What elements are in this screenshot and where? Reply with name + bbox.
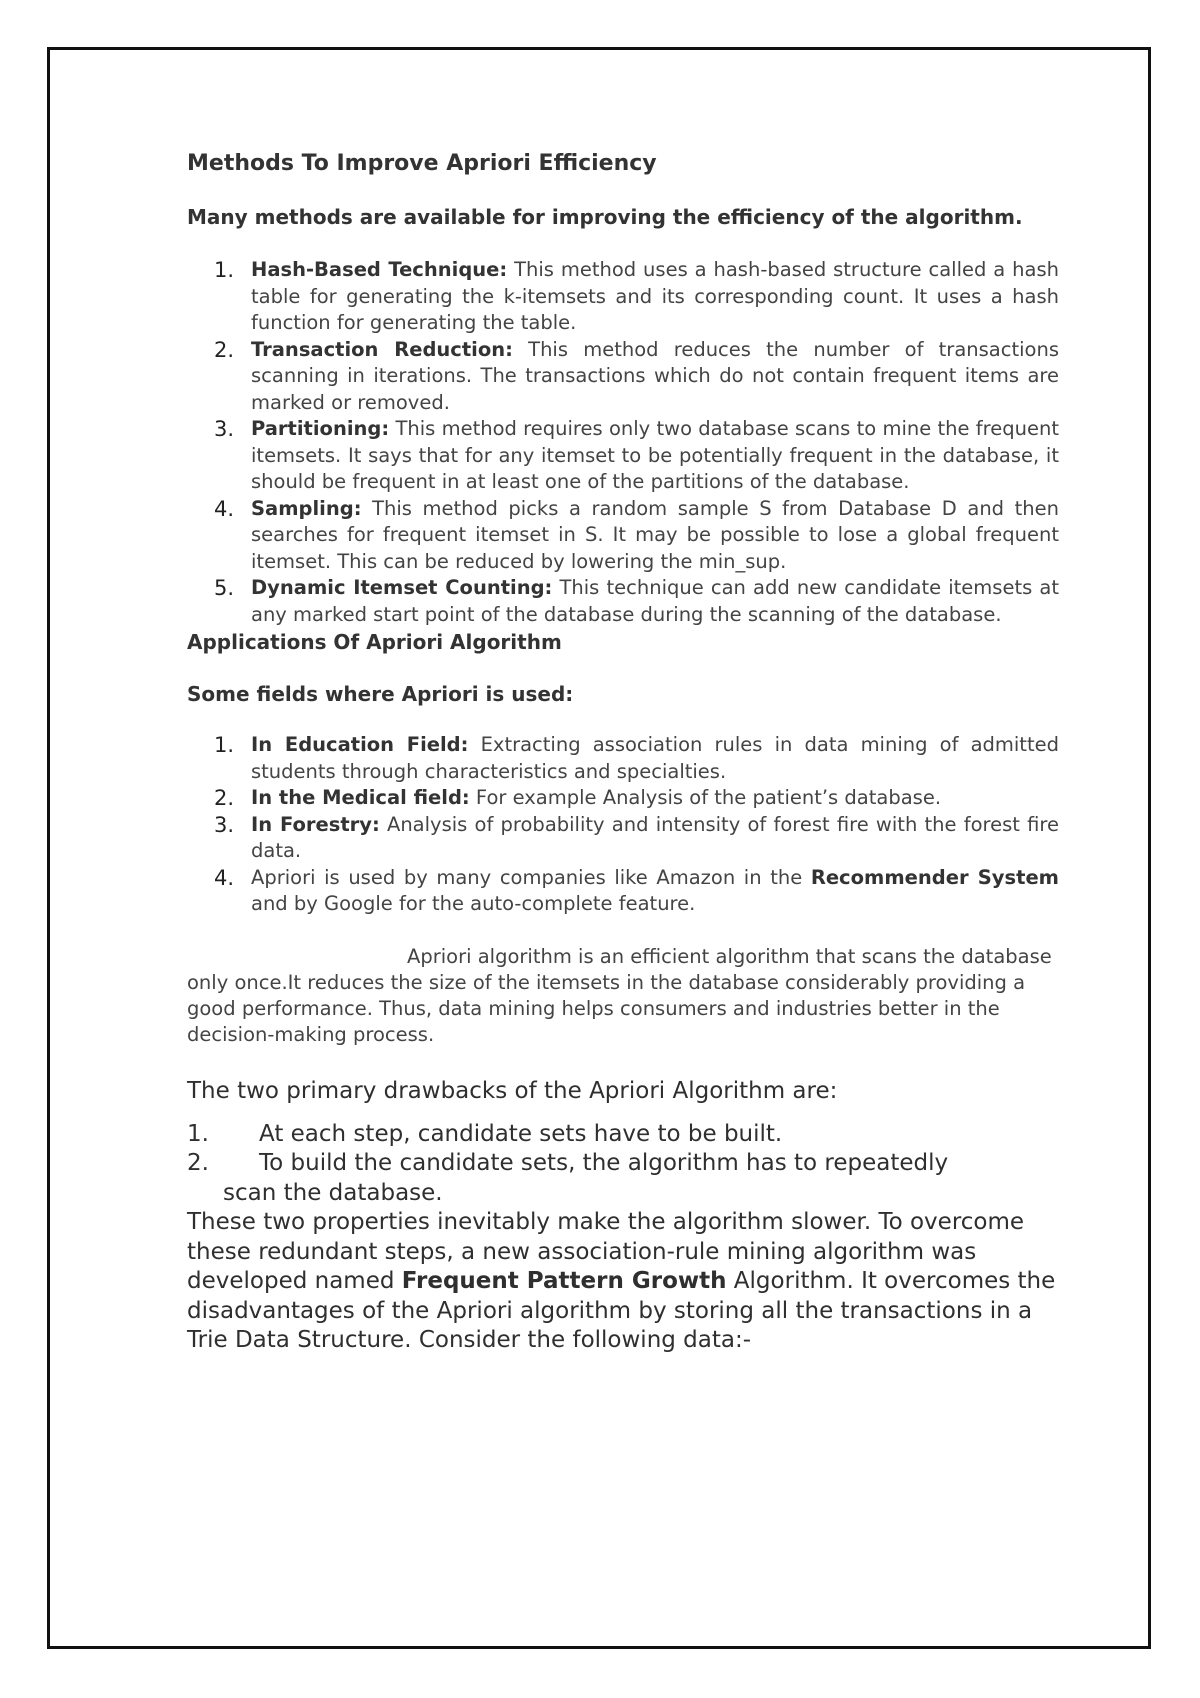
item-text: For example Analysis of the patient’s database. bbox=[469, 786, 942, 809]
list-number: 3. bbox=[214, 417, 235, 441]
summary-paragraph bbox=[187, 944, 1059, 1048]
item-term: In Forestry: bbox=[251, 812, 380, 836]
item-text: and by Google for the auto-complete feature. bbox=[251, 892, 696, 915]
applications-list bbox=[187, 732, 1059, 918]
list-item bbox=[187, 865, 1059, 918]
item-text: This method reduces the number of transactions scanning in iterations. The transactions which do not contain frequent items are marked or removed. bbox=[251, 337, 1059, 414]
list-number: 1. bbox=[214, 258, 235, 282]
list-number: 3. bbox=[214, 812, 235, 837]
list-item bbox=[187, 257, 1059, 337]
list-number: 1. bbox=[214, 733, 235, 757]
intro-text: Many methods are available for improving the efficiency of the algorithm. bbox=[187, 205, 1023, 229]
item-term: Hash-Based Technique: bbox=[251, 258, 508, 281]
item-text: This method picks a random sample S from Database D and then searches for frequent itemset in S. It may be possible to lose a global frequent itemset. This can be reduced by lowering the min_sup. bbox=[251, 496, 1059, 573]
item-text-continued: scan the database. bbox=[223, 1179, 443, 1206]
list-number: 1. bbox=[187, 1120, 209, 1147]
methods-list bbox=[187, 257, 1059, 628]
drawbacks-list bbox=[187, 1120, 1059, 1209]
item-term: Dynamic Itemset Counting: bbox=[251, 576, 553, 599]
list-item bbox=[187, 1120, 1059, 1150]
final-bold-term: Frequent Pattern Growth bbox=[401, 1268, 727, 1294]
drawbacks-title: The two primary drawbacks of the Apriori Algorithm are: bbox=[187, 1077, 838, 1104]
item-text: This technique can add new candidate itemsets at any marked start point of the database during the scanning of the database. bbox=[251, 576, 1059, 626]
item-text: Extracting association rules in data mining of admitted students through characteristics and specialties. bbox=[251, 733, 1059, 783]
list-number: 2. bbox=[187, 1150, 209, 1176]
list-item bbox=[187, 337, 1059, 417]
item-text: This method uses a hash-based structure called a hash table for generating the k-itemsets and its corresponding count. It uses a hash function for generating the table. bbox=[251, 258, 1059, 334]
list-number: 2. bbox=[214, 337, 235, 362]
list-number: 5. bbox=[214, 576, 235, 600]
section-title: Methods To Improve Apriori Efficiency bbox=[187, 151, 657, 176]
item-text: To build the candidate sets, the algorithm has to repeatedly bbox=[259, 1150, 949, 1176]
list-item bbox=[187, 732, 1059, 785]
list-item bbox=[187, 1149, 1059, 1208]
item-term: Recommender System bbox=[810, 865, 1059, 889]
item-text: This method requires only two database scans to mine the frequent itemsets. It says that for any itemset to be potentially frequent in the database, it should be frequent in at least one of the partitions of the database. bbox=[251, 417, 1059, 493]
list-item bbox=[187, 785, 1059, 812]
list-item bbox=[187, 575, 1059, 628]
item-text: At each step, candidate sets have to be built. bbox=[259, 1120, 783, 1147]
item-term: Transaction Reduction: bbox=[251, 337, 513, 361]
item-term: In Education Field: bbox=[251, 733, 469, 756]
final-text: These two properties inevitably make the algorithm slower. To overcome these redundant steps, a new association-rule mining algorithm was developed named bbox=[187, 1209, 1025, 1294]
document-body bbox=[187, 151, 1059, 1356]
item-term: Sampling: bbox=[251, 496, 362, 520]
item-text: Apriori is used by many companies like Amazon in the bbox=[251, 865, 811, 889]
final-text: Algorithm. It overcomes the disadvantages of the Apriori algorithm by storing all the transactions in a Trie Data Structure. Consider the following data:- bbox=[187, 1268, 1056, 1353]
applications-title: Applications Of Apriori Algorithm bbox=[187, 630, 562, 654]
item-term: Partitioning: bbox=[251, 417, 390, 440]
item-text: Analysis of probability and intensity of forest fire with the forest fire data. bbox=[251, 812, 1059, 862]
list-item bbox=[187, 812, 1059, 865]
final-paragraph bbox=[187, 1208, 1059, 1356]
list-number: 4. bbox=[214, 496, 235, 521]
list-number: 4. bbox=[214, 865, 235, 890]
applications-intro: Some fields where Apriori is used: bbox=[187, 682, 574, 706]
item-term: In the Medical field: bbox=[251, 786, 470, 809]
list-number: 2. bbox=[214, 786, 235, 810]
summary-text: Apriori algorithm is an efficient algorithm that scans the database only once.It reduces the size of the itemsets in the database considerably providing a good performance. Thus, data mining helps consumers and industries better in the decision-making process. bbox=[187, 944, 1052, 1046]
list-item bbox=[187, 416, 1059, 496]
list-item bbox=[187, 496, 1059, 576]
